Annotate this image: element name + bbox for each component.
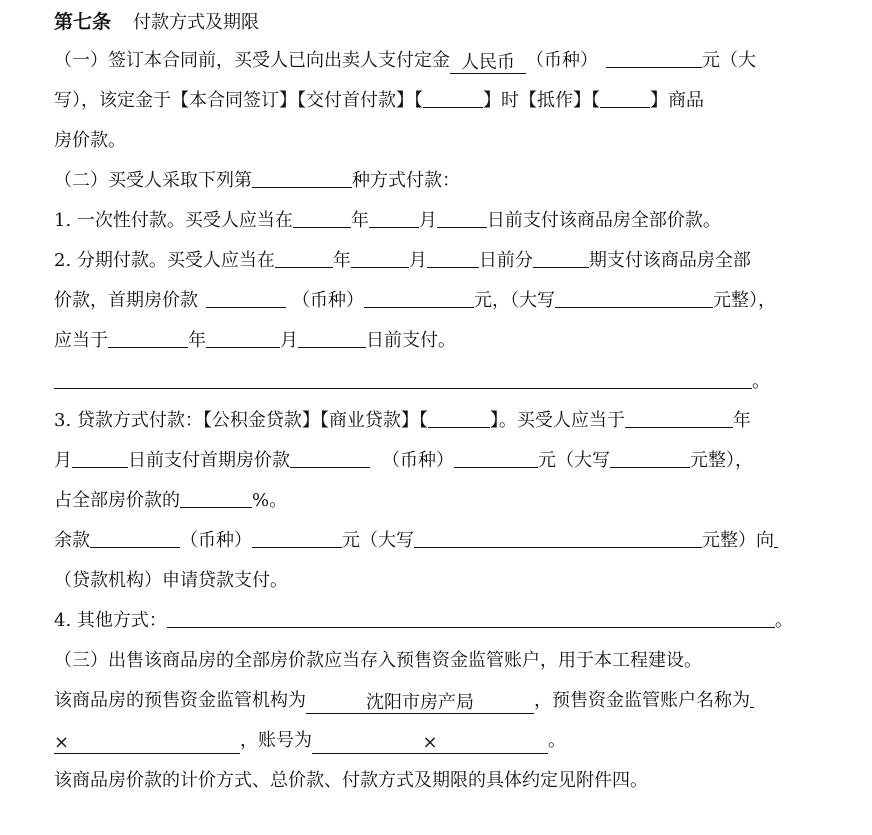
yuan-whole-label: 元整）， [690,450,753,471]
loan-line-2 [54,449,753,473]
inst-month-blank[interactable] [351,249,409,268]
capital-label: 元（大写 [342,530,414,551]
month-label: 月 [418,210,437,231]
yuan-whole-label: 元整）， [713,290,776,311]
account-number-text: ，账号为 [240,730,312,751]
installment-extra-line [54,370,770,394]
loan-line-1 [54,409,751,433]
year-label: 年 [188,330,206,351]
deposit-line-2 [54,89,704,113]
period-mark: 。 [548,730,566,751]
month-label: 月 [408,250,427,271]
loan-amount-blank[interactable] [454,449,538,468]
first-payment-currency-blank[interactable] [206,289,286,308]
closing-text: 该商品房价款的计价方式、总价款、付款方式及期限的具体约定见附件四。 [54,770,648,791]
month-label: 月 [280,330,298,351]
first-payment-text: 价款，首期房价款 [54,290,198,311]
other-method-line [54,609,793,633]
deposit-text: （一）签订本合同前，买受人已向出卖人支付定金 [54,50,450,71]
loan-type-blank[interactable] [428,409,490,428]
loan-institution-line [54,569,288,593]
currency-label: （币种） [382,450,454,471]
other-method-blank[interactable] [167,609,775,628]
year-label: 年 [332,250,351,271]
escrow-line-3 [54,729,566,753]
installment-line-3 [54,329,456,353]
due-month-blank[interactable] [206,329,280,348]
inst-day-blank[interactable] [427,249,479,268]
other-method-text: 4. 其他方式： [54,610,167,631]
balance-capital-blank[interactable] [414,529,702,548]
escrow-line-1 [54,649,702,673]
balance-to-text: 元整）向 [702,530,774,551]
loan-year-blank[interactable] [625,409,733,428]
balance-tail-blank [774,529,778,548]
due-suffix: 日前支付。 [366,330,456,351]
loan-first-text: 日前支付首期房价款 [128,450,290,471]
article-heading: 第七条 [54,11,112,33]
lump-month-blank[interactable] [369,209,419,228]
due-year-blank[interactable] [108,329,188,348]
deposit-offset-blank[interactable] [600,89,650,108]
balance-text: 余款 [54,530,90,551]
currency-label: （币种） [526,50,598,71]
deposit-end-text: 房价款。 [54,130,126,151]
installment-text: 2. 分期付款。买受人应当在 [54,250,275,271]
lump-sum-text: 1. 一次性付款。买受人应当在 [54,210,293,231]
year-label: 年 [350,210,369,231]
installment-line-2 [54,289,776,313]
lump-sum-line [54,209,721,233]
deposit-currency-field[interactable]: 人民币 [450,53,526,74]
due-text: 应当于 [54,330,108,351]
lump-day-blank[interactable] [437,209,487,228]
escrow-name-tail [750,689,754,708]
capital-label: 元，（大写 [474,290,555,311]
first-payment-amount-blank[interactable] [364,289,474,308]
loan-line-3 [54,489,287,513]
inst-periods-blank[interactable] [533,249,589,268]
capital-label: 元（大写 [538,450,610,471]
closing-line [54,769,648,793]
inst-periods-text: 日前分 [478,250,533,271]
method-choice-suffix: 种方式付款： [352,170,460,191]
escrow-text: （三）出售该商品房的全部房价款应当存入预售资金监管账户，用于本工程建设。 [54,650,702,671]
inst-pay-text: 期支付该商品房全部 [588,250,751,271]
escrow-name-text: ，预售资金监管账户名称为 [534,690,750,711]
deposit-yuan-label: 元（大 [702,50,756,71]
period-mark: 。 [774,610,793,631]
deposit-goods-text: 】商品 [650,90,704,111]
method-choice-text: （二）买受人采取下列第 [54,170,252,191]
ratio-blank[interactable] [180,489,252,508]
first-payment-capital-blank[interactable] [555,289,713,308]
period-mark: 。 [752,371,770,392]
loan-due-text: 】。买受人应当于 [489,410,625,431]
deposit-offset-text: 】时【抵作】【 [483,90,600,111]
method-number-blank[interactable] [252,169,352,188]
loan-currency-blank[interactable] [290,449,370,468]
month-label: 月 [54,450,72,471]
currency-label: （币种） [292,290,364,311]
article-title: 付款方式及期限 [133,12,260,33]
article-title-line [54,10,259,34]
installment-extra-blank[interactable] [54,370,752,389]
escrow-agency-text: 该商品房的预售资金监管机构为 [54,690,306,711]
currency-label: （币种） [180,530,252,551]
escrow-line-2 [54,689,754,713]
year-label: 年 [732,410,751,431]
loan-capital-blank[interactable] [610,449,690,468]
balance-line [54,529,778,553]
percent-label: %。 [252,490,288,511]
deposit-amount-blank[interactable] [606,49,702,68]
escrow-agency-field[interactable]: 沈阳市房产局 [306,693,534,714]
installment-line-1 [54,249,751,273]
lump-year-blank[interactable] [293,209,351,228]
inst-year-blank[interactable] [275,249,333,268]
ratio-text: 占全部房价款的 [54,490,180,511]
deposit-line-3 [54,129,126,153]
deposit-line-1 [54,49,756,73]
loan-institution-text: （贷款机构）申请贷款支付。 [54,570,288,591]
due-day-blank[interactable] [298,329,366,348]
deposit-time-text: 写），该定金于【本合同签订】【交付首付款】【 [54,90,423,111]
deposit-other-blank[interactable] [423,89,483,108]
balance-currency-blank[interactable] [90,529,180,548]
method-choice-line [54,169,460,193]
loan-day-blank[interactable] [72,449,128,468]
loan-text: 3. 贷款方式付款：【公积金贷款】【商业贷款】【 [54,410,428,431]
lump-sum-suffix: 日前支付该商品房全部价款。 [486,210,721,231]
escrow-account-name-field[interactable]: × [54,733,240,754]
balance-amount-blank[interactable] [252,529,342,548]
escrow-account-number-field[interactable]: × [312,733,548,754]
